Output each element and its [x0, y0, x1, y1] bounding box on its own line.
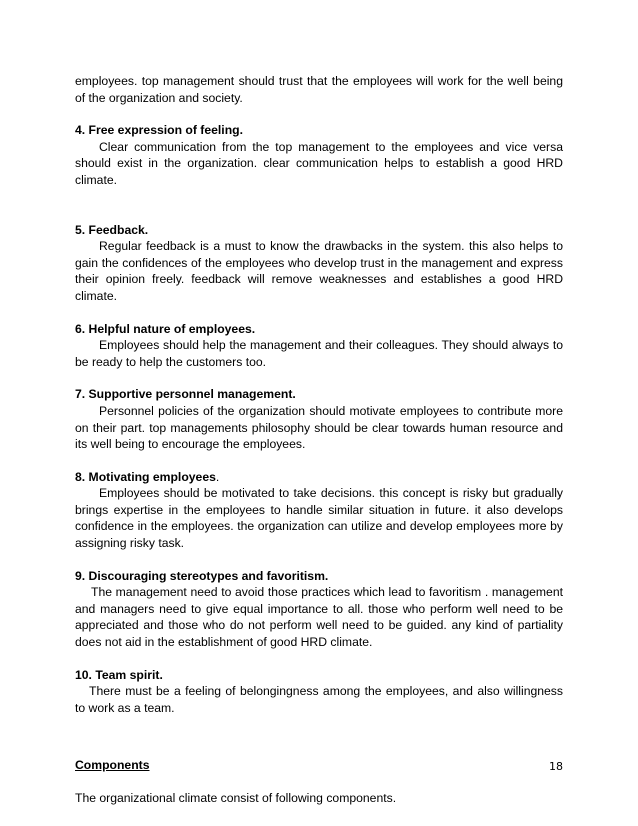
section-free-expression [75, 122, 563, 188]
section-body: Personnel policies of the organization should motivate employees to contribute more on their part. top managements philosophy should be clear towards human resource and its well being to encourage the employees. [75, 403, 563, 452]
section-heading: 5. Feedback. [75, 222, 149, 237]
section-discouraging-stereotypes [75, 568, 563, 651]
page-number: 18 [549, 760, 563, 773]
section-body: Employees should be motivated to take decisions. this concept is risky but gradually brings expertise in the employees to handle similar situation in future. it also develops confidence in the employees. the organization can utilize and develop employees more by assigning risky task. [75, 486, 563, 551]
section-heading: 4. Free expression of feeling. [75, 123, 243, 138]
section-body: Clear communication from the top management to the employees and vice versa should exist in the organization. clear communication helps to establish a good HRD climate. [75, 139, 563, 187]
intro-paragraph: employees. top management should trust that the employees will work for the well being of the organization and society. [75, 74, 563, 105]
section-helpful-nature [75, 321, 563, 371]
document-page [75, 73, 563, 807]
section-heading-wrapper [75, 469, 563, 486]
section-body: Employees should help the management and their colleagues. They should always to be ready to help the customers too. [75, 338, 563, 369]
section-heading: 9. Discouraging stereotypes and favoritism. [75, 568, 329, 583]
section-body: There must be a feeling of belongingness among the employees, and also willingness to work as a team. [75, 684, 563, 715]
section-heading: 8. Motivating employees [75, 469, 216, 484]
section-heading: 7. Supportive personnel management. [75, 387, 296, 402]
components-text: The organizational climate consist of following components. [75, 791, 397, 805]
section-components [75, 757, 563, 806]
section-heading: 10. Team spirit. [75, 667, 163, 682]
section-supportive-personnel [75, 386, 563, 452]
section-body: The management need to avoid those practices which lead to favoritism . management and managers need to give equal importance to all. those who perform well need to be appreciated and those who do not perform well need to be guided. any kind of partiality does not aid in the establishment of good HRD climate. [75, 585, 563, 650]
section-heading-suffix: . [215, 469, 220, 484]
section-motivating-employees [75, 469, 563, 552]
section-body: Regular feedback is a must to know the drawbacks in the system. this also helps to gain the confidences of the employees who develop trust in the management and express their opinion freely. feedback will remove weaknesses and establishes a good HRD climate. [75, 239, 563, 303]
components-title: Components [75, 758, 150, 773]
section-team-spirit [75, 667, 563, 717]
section-feedback [75, 222, 563, 305]
section-heading: 6. Helpful nature of employees. [75, 321, 256, 336]
